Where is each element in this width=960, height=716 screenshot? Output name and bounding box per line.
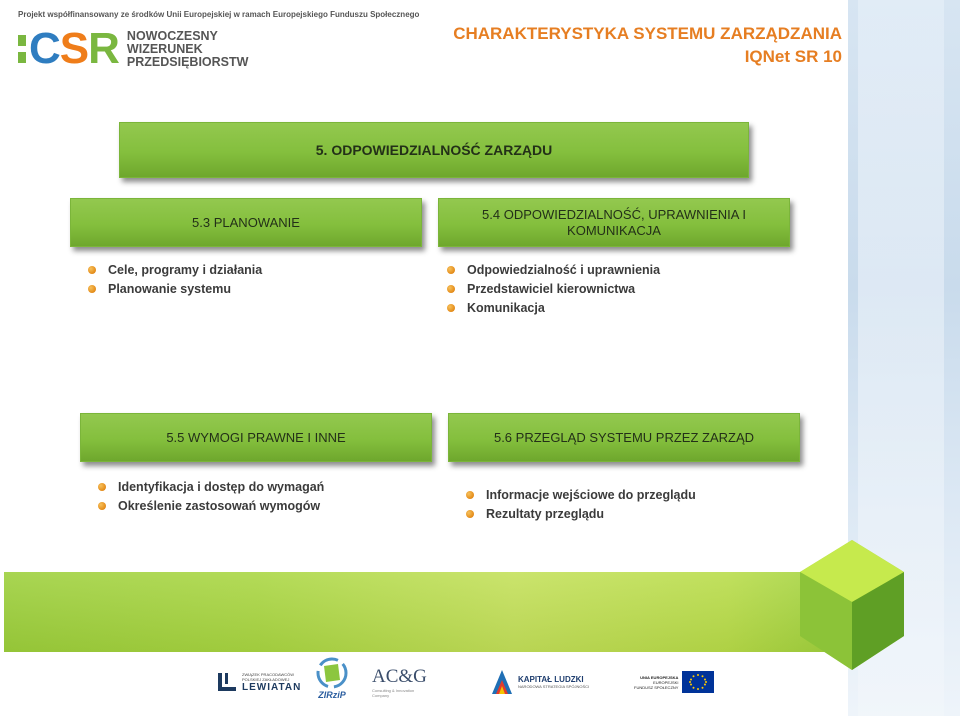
section-box-responsibility	[438, 198, 790, 247]
logo-mark: C S R	[29, 24, 119, 73]
list-item: Rezultaty przeglądu	[466, 504, 696, 523]
bullet-icon	[466, 510, 474, 518]
list-item: Identyfikacja i dostęp do wymagań	[98, 477, 324, 496]
bullet-icon	[88, 266, 96, 274]
list-item: Informacje wejściowe do przeglądu	[466, 485, 696, 504]
zirzip-logo: ZIRziP	[314, 656, 350, 708]
kapital-ludzki-mark-icon	[490, 668, 514, 696]
list-item: Przedstawiciel kierownictwa	[447, 279, 660, 298]
bullet-icon	[98, 502, 106, 510]
list-item: Określenie zastosowań wymogów	[98, 496, 324, 515]
main-section-label: 5. ODPOWIEDZIALNOŚĆ ZARZĄDU	[315, 142, 553, 158]
legal-list	[98, 477, 324, 515]
section-label: KOMUNIKACJA	[567, 222, 661, 238]
eu-flag-icon	[682, 671, 714, 693]
review-list	[466, 485, 696, 523]
section-box-planning	[70, 198, 422, 247]
bullet-icon	[447, 266, 455, 274]
bullet-icon	[466, 491, 474, 499]
page-title-line2: IQNet SR 10	[744, 47, 842, 66]
bullet-icon	[447, 285, 455, 293]
list-item: Planowanie systemu	[88, 279, 262, 298]
bullet-icon	[447, 304, 455, 312]
planning-list	[88, 260, 262, 298]
eu-logo: UNIA EUROPEJSKA EUROPEJSKI FUNDUSZ SPOŁECZNY	[634, 662, 714, 702]
main-section-box	[119, 122, 749, 178]
section-box-review	[448, 413, 800, 462]
kapital-ludzki-logo: KAPITAŁ LUDZKI NARODOWA STRATEGIA SPÓJNOŚCI	[490, 662, 589, 702]
list-item: Cele, programy i działania	[88, 260, 262, 279]
zirzip-mark-icon	[314, 656, 350, 690]
list-item: Odpowiedzialność i uprawnienia	[447, 260, 660, 279]
csr-logo	[18, 26, 248, 72]
logo-subtitle: NOWOCZESNY WIZERUNEK PRZEDSIĘBIORSTW	[126, 28, 249, 69]
list-item: Komunikacja	[447, 298, 660, 317]
section-box-legal	[80, 413, 432, 462]
section-label: 5.3 PLANOWANIE	[192, 214, 300, 230]
responsibility-list	[447, 260, 660, 317]
logo-dots	[18, 35, 26, 63]
bullet-icon	[88, 285, 96, 293]
page-title-line1: CHARAKTERYSTYKA SYSTEMU ZARZĄDZANIA	[453, 24, 842, 43]
bullet-icon	[98, 483, 106, 491]
page-title	[453, 22, 842, 68]
decorative-cube	[800, 540, 904, 670]
cofinancing-note: Projekt współfinansowany ze środków Unii Europejskiej w ramach Europejskiego Funduszu Społecznego	[18, 10, 420, 19]
section-label: 5.5 WYMOGI PRAWNE I INNE	[166, 429, 346, 445]
section-label: 5.6 PRZEGLĄD SYSTEMU PRZEZ ZARZĄD	[493, 429, 755, 445]
lewiatan-mark-icon	[216, 671, 238, 693]
acg-logo: AC&G Consulting & Innovation Company	[372, 666, 427, 698]
bottom-green-band-shade	[4, 572, 854, 652]
section-label: 5.4 ODPOWIEDZIALNOŚĆ, UPRAWNIENIA I	[482, 206, 746, 222]
lewiatan-logo: ZWIĄZEK PRACODAWCÓW POLSKIEJ ZAKŁADOWEJ LEWIATAN	[216, 662, 301, 702]
